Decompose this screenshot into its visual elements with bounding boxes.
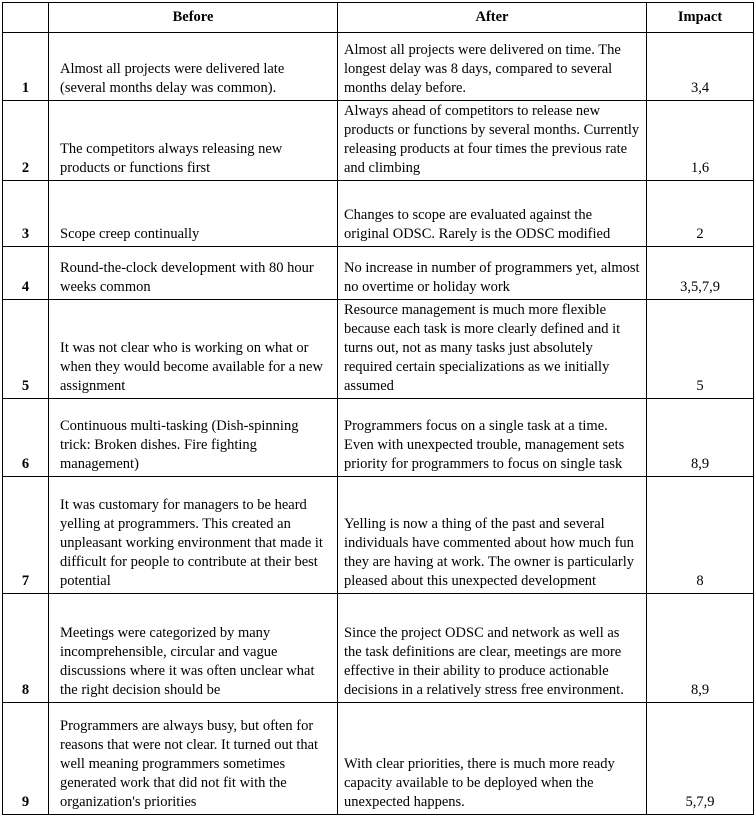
row-number: 1	[3, 33, 49, 101]
after-cell: Resource management is much more flexible because each task is more clearly defined and it turns out, not as many tasks just absolutely required certain specializations as we initially assumed	[338, 300, 647, 399]
row-number: 8	[3, 594, 49, 703]
table-row	[3, 703, 754, 815]
impact-cell: 3,5,7,9	[647, 247, 754, 300]
before-cell: Programmers are always busy, but often for reasons that were not clear. It turned out that well meaning programmers sometimes generated work that did not fit with the organization's priorities	[49, 703, 338, 815]
before-cell: Meetings were categorized by many incomprehensible, circular and vague discussions where it was often unclear what the right decision should be	[49, 594, 338, 703]
before-cell: Round-the-clock development with 80 hour weeks common	[49, 247, 338, 300]
table-row	[3, 477, 754, 594]
header-row	[3, 3, 754, 33]
row-number: 9	[3, 703, 49, 815]
before-cell: Scope creep continually	[49, 181, 338, 247]
table-row	[3, 101, 754, 181]
before-cell: It was not clear who is working on what or when they would become available for a new assignment	[49, 300, 338, 399]
header-number	[3, 3, 49, 33]
row-number: 2	[3, 101, 49, 181]
after-cell: Always ahead of competitors to release new products or functions by several months. Currently releasing products at four times the previous rate and climbing	[338, 101, 647, 181]
after-cell: Yelling is now a thing of the past and several individuals have commented about how much fun they are having at work. The owner is particularly pleased about this unexpected development	[338, 477, 647, 594]
impact-cell: 5,7,9	[647, 703, 754, 815]
impact-cell: 8,9	[647, 594, 754, 703]
impact-cell: 3,4	[647, 33, 754, 101]
table-row	[3, 594, 754, 703]
table-row	[3, 33, 754, 101]
before-cell: Continuous multi-tasking (Dish-spinning trick: Broken dishes. Fire fighting management)	[49, 399, 338, 477]
impact-cell: 8,9	[647, 399, 754, 477]
row-number: 3	[3, 181, 49, 247]
impact-cell: 2	[647, 181, 754, 247]
before-cell: The competitors always releasing new products or functions first	[49, 101, 338, 181]
table-row	[3, 247, 754, 300]
after-cell: Programmers focus on a single task at a time. Even with unexpected trouble, management sets priority for programmers to focus on single task	[338, 399, 647, 477]
table-row	[3, 181, 754, 247]
header-before: Before	[49, 3, 338, 33]
after-cell: Since the project ODSC and network as well as the task definitions are clear, meetings are more effective in their ability to produce actionable decisions in a relatively stress free environment.	[338, 594, 647, 703]
row-number: 4	[3, 247, 49, 300]
table-row	[3, 300, 754, 399]
before-cell: Almost all projects were delivered late (several months delay was common).	[49, 33, 338, 101]
row-number: 6	[3, 399, 49, 477]
after-cell: No increase in number of programmers yet, almost no overtime or holiday work	[338, 247, 647, 300]
impact-cell: 1,6	[647, 101, 754, 181]
row-number: 5	[3, 300, 49, 399]
table-row	[3, 399, 754, 477]
before-cell: It was customary for managers to be heard yelling at programmers. This created an unpleasant working environment that made it difficult for people to contribute at their best potential	[49, 477, 338, 594]
impact-cell: 8	[647, 477, 754, 594]
header-after: After	[338, 3, 647, 33]
after-cell: Almost all projects were delivered on time. The longest delay was 8 days, compared to several months delay before.	[338, 33, 647, 101]
after-cell: Changes to scope are evaluated against the original ODSC. Rarely is the ODSC modified	[338, 181, 647, 247]
row-number: 7	[3, 477, 49, 594]
impact-cell: 5	[647, 300, 754, 399]
after-cell: With clear priorities, there is much more ready capacity available to be deployed when the unexpected happens.	[338, 703, 647, 815]
before-after-table	[2, 2, 754, 815]
header-impact: Impact	[647, 3, 754, 33]
